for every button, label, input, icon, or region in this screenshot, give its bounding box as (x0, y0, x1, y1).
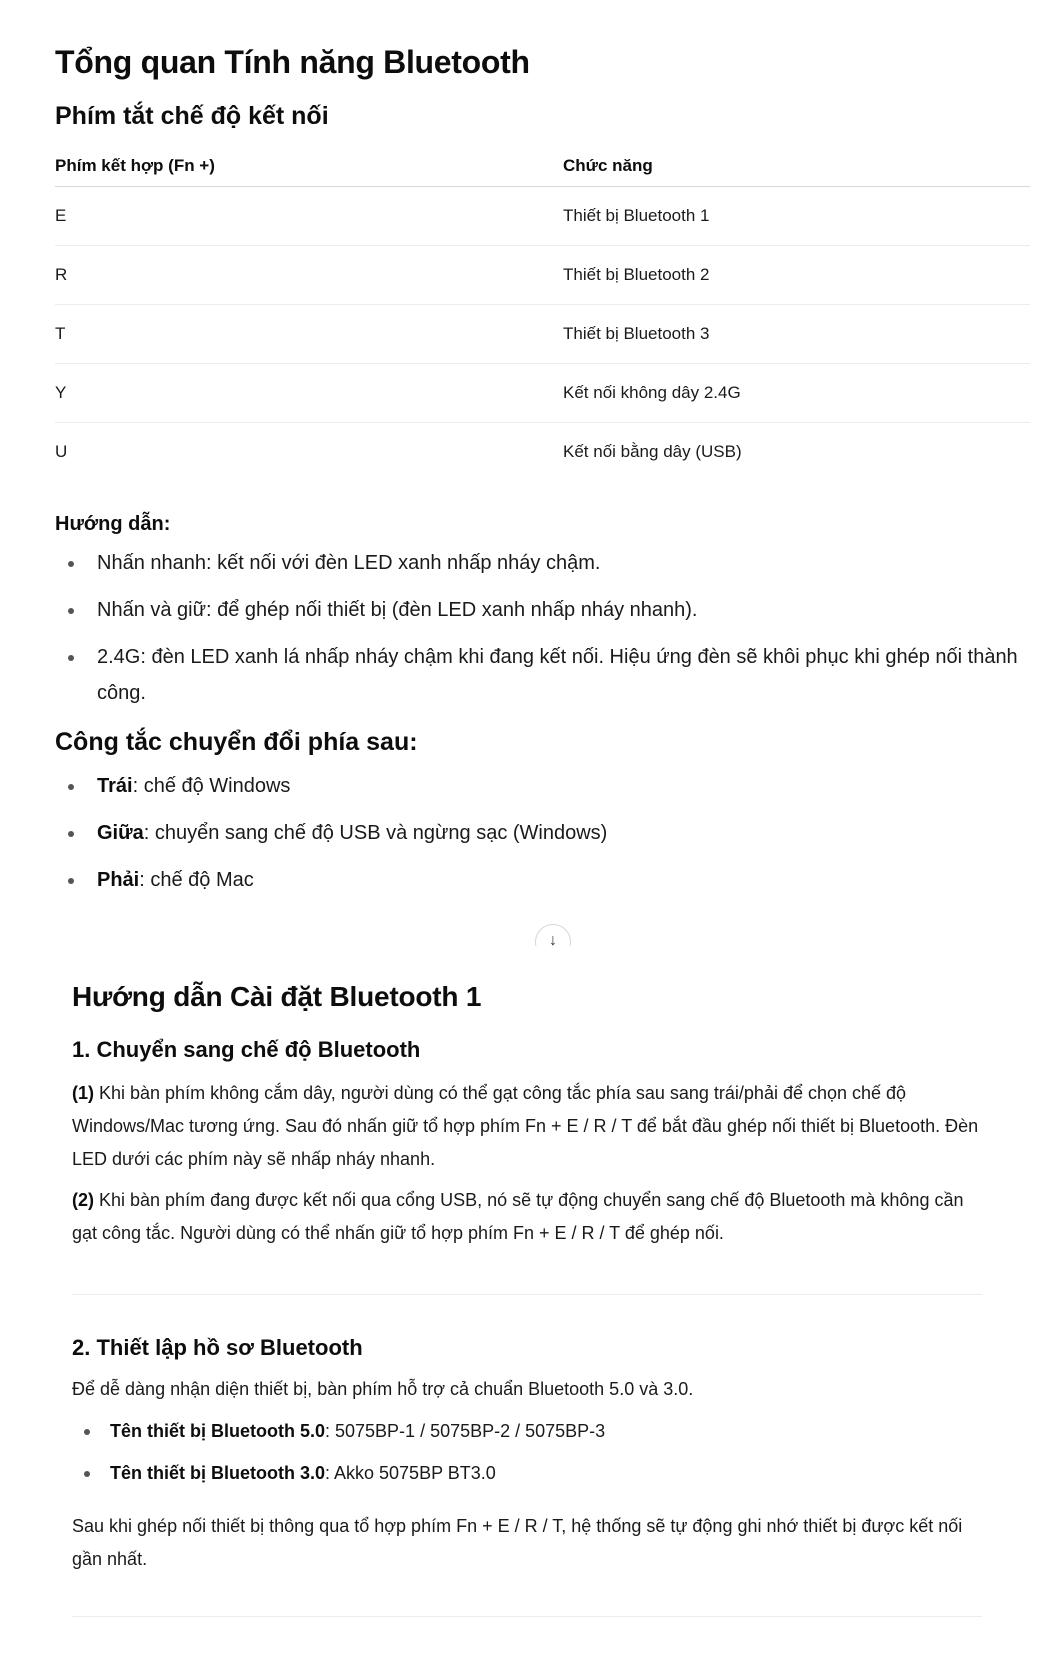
table-cell-function: Thiết bị Bluetooth 3 (563, 305, 1030, 364)
scroll-down-button[interactable] (535, 924, 573, 946)
guide-list (55, 545, 1030, 711)
device-desc: : 5075BP-1 / 5075BP-2 / 5075BP-3 (325, 1421, 606, 1441)
switch-term: Giữa (97, 822, 144, 844)
table-header-row (55, 146, 1030, 187)
list-item (55, 815, 1030, 851)
step1-heading: 1. Chuyển sang chế độ Bluetooth (72, 1037, 421, 1062)
table-row (55, 305, 1030, 364)
step2-heading: 2. Thiết lập hồ sơ Bluetooth (72, 1335, 363, 1360)
table-cell-function: Thiết bị Bluetooth 1 (563, 187, 1030, 246)
setup-title: Hướng dẫn Cài đặt Bluetooth 1 (72, 981, 482, 1012)
section-divider (72, 1294, 982, 1295)
step1-paragraph-2 (72, 1184, 982, 1250)
table-cell-key: U (55, 442, 68, 461)
device-term: Tên thiết bị Bluetooth 5.0 (110, 1421, 325, 1441)
list-item (55, 768, 1030, 804)
list-item (55, 862, 1030, 898)
shortcut-table (55, 146, 1030, 481)
switch-term: Phải (97, 869, 140, 891)
device-term: Tên thiết bị Bluetooth 3.0 (110, 1463, 325, 1483)
table-cell-function: Thiết bị Bluetooth 2 (563, 246, 1030, 305)
table-row (55, 187, 1030, 246)
list-item: 2.4G: đèn LED xanh lá nhấp nháy chậm khi đang kết nối. Hiệu ứng đèn sẽ khôi phục khi ghép nối thành công. (55, 639, 1030, 711)
table-cell-key: E (55, 187, 563, 246)
switch-term: Trái (97, 775, 133, 797)
device-desc: : Akko 5075BP BT3.0 (325, 1463, 496, 1483)
step1-p1-text: Khi bàn phím không cắm dây, người dùng có thể gạt công tắc phía sau sang trái/phải để chọn chế độ Windows/Mac tương ứng. Sau đó nhấn giữ tổ hợp phím Fn + E / R / T để bắt đầu ghép nối thiết bị Bluetooth. Đèn LED dưới các phím này sẽ nhấp nháy nhanh. (72, 1083, 979, 1169)
switch-desc: : chuyển sang chế độ USB và ngừng sạc (Windows) (143, 822, 608, 844)
step1-p2-text: Khi bàn phím đang được kết nối qua cổng USB, nó sẽ tự động chuyển sang chế độ Bluetooth mà không cần gạt công tắc. Người dùng có thể nhấn giữ tổ hợp phím Fn + E / R / T để ghép nối. (72, 1190, 964, 1243)
list-item: Nhấn và giữ: để ghép nối thiết bị (đèn LED xanh nhấp nháy nhanh). (55, 592, 1030, 628)
table-row (55, 246, 1030, 305)
list-item: Nhấn nhanh: kết nối với đèn LED xanh nhấp nháy chậm. (55, 545, 1030, 581)
list-item (72, 1415, 982, 1448)
table-row (55, 423, 1030, 482)
table-cell-key: R (55, 246, 563, 305)
switch-list (55, 768, 1030, 898)
table-cell-function: Kết nối bằng dây (USB) (563, 442, 742, 461)
step2-intro: Để dễ dàng nhận diện thiết bị, bàn phím hỗ trợ cả chuẩn Bluetooth 5.0 và 3.0. (72, 1379, 694, 1399)
table-row (55, 364, 1030, 423)
list-item (72, 1457, 982, 1490)
guide-label: Hướng dẫn: (55, 513, 171, 535)
table-header-key: Phím kết hợp (Fn +) (55, 146, 563, 187)
arrow-down-icon: ↓ (549, 932, 557, 946)
section-divider-bottom (72, 1616, 982, 1617)
setup-section (72, 975, 982, 1617)
table-cell-key: Y (55, 364, 563, 423)
page-title: Tổng quan Tính năng Bluetooth (55, 44, 530, 80)
switch-desc: : chế độ Windows (132, 775, 291, 797)
scroll-down-circle[interactable] (535, 924, 571, 946)
step2-outro: Sau khi ghép nối thiết bị thông qua tổ hợp phím Fn + E / R / T, hệ thống sẽ tự động ghi nhớ thiết bị được kết nối gần nhất. (72, 1516, 963, 1569)
table-cell-function: Kết nối không dây 2.4G (563, 364, 1030, 423)
step1-p2-number: (2) (72, 1190, 94, 1210)
switch-desc: : chế độ Mac (139, 869, 254, 891)
shortcuts-heading: Phím tắt chế độ kết nối (55, 102, 329, 130)
table-cell-key: T (55, 305, 563, 364)
step1-p1-number: (1) (72, 1083, 94, 1103)
step1-paragraph-1 (72, 1077, 982, 1176)
table-header-function: Chức năng (563, 146, 1030, 187)
device-name-list (72, 1415, 982, 1490)
overview-section (55, 38, 1030, 909)
switch-heading: Công tắc chuyển đổi phía sau: (55, 728, 418, 756)
